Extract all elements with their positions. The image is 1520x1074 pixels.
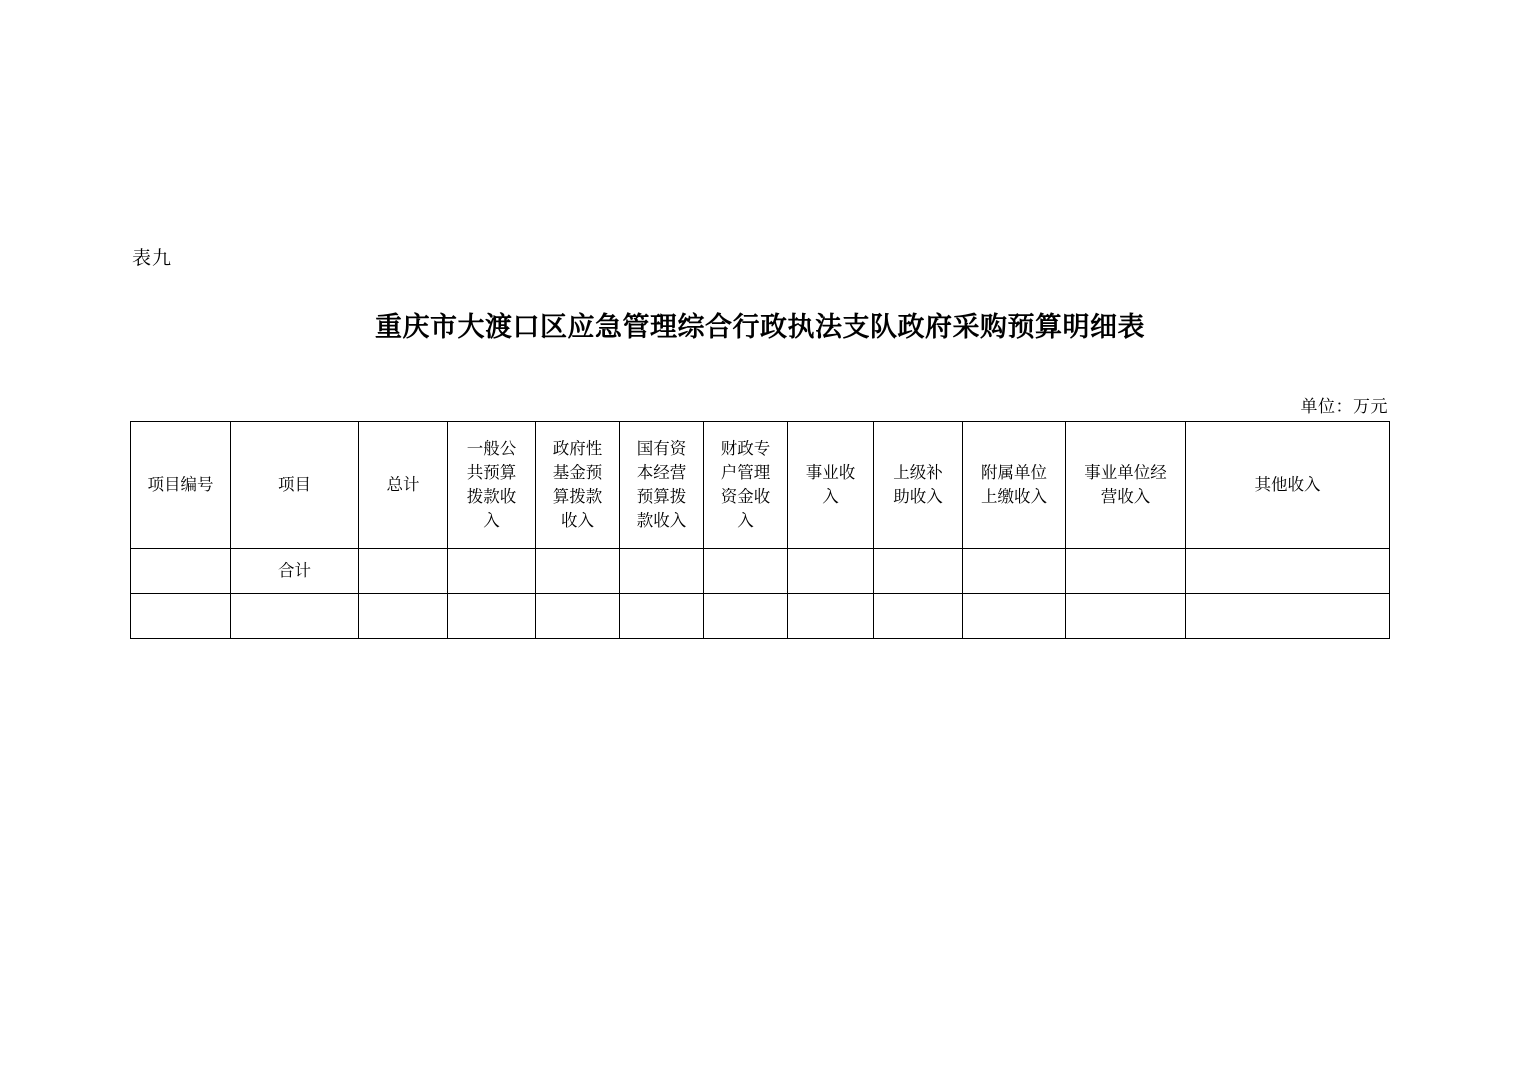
table-label: 表九	[132, 247, 173, 269]
cell-government-fund-budget	[536, 549, 620, 594]
column-header-label: 总计	[386, 475, 420, 495]
table-header-row	[131, 422, 1390, 549]
column-header-superior-subsidy-income	[874, 422, 963, 549]
cell-superior-subsidy-income	[874, 594, 963, 639]
cell-superior-subsidy-income	[874, 549, 963, 594]
column-header-label: 事业单位经营收入	[1084, 463, 1167, 506]
page-title: 重庆市大渡口区应急管理综合行政执法支队政府采购预算明细表	[375, 312, 1145, 343]
cell-project-code	[131, 594, 231, 639]
cell-other-income	[1186, 594, 1390, 639]
cell-general-public-budget	[448, 594, 536, 639]
cell-total	[359, 594, 448, 639]
column-header-project	[231, 422, 359, 549]
cell-subordinate-remittance-income	[963, 594, 1066, 639]
column-header-institution-operating-income	[1066, 422, 1186, 549]
cell-fiscal-account-funds	[704, 594, 788, 639]
column-header-general-public-budget	[448, 422, 536, 549]
table-row	[131, 549, 1390, 594]
cell-general-public-budget	[448, 549, 536, 594]
table-row	[131, 594, 1390, 639]
column-header-label: 一般公共预算拨款收入	[466, 439, 517, 530]
procurement-budget-table	[130, 421, 1390, 639]
cell-business-income	[788, 594, 874, 639]
column-header-other-income	[1186, 422, 1390, 549]
cell-subordinate-remittance-income	[963, 549, 1066, 594]
cell-project	[231, 594, 359, 639]
cell-institution-operating-income	[1066, 594, 1186, 639]
cell-project: 合计	[231, 549, 359, 594]
cell-state-capital-budget	[620, 594, 704, 639]
cell-total	[359, 549, 448, 594]
column-header-fiscal-account-funds	[704, 422, 788, 549]
cell-state-capital-budget	[620, 549, 704, 594]
column-header-total	[359, 422, 448, 549]
cell-other-income	[1186, 549, 1390, 594]
cell-business-income	[788, 549, 874, 594]
column-header-label: 政府性基金预算拨款收入	[552, 439, 603, 530]
unit-note: 单位：万元	[1300, 397, 1388, 417]
cell-government-fund-budget	[536, 594, 620, 639]
column-header-label: 国有资本经营预算拨款收入	[636, 439, 687, 530]
column-header-label: 上级补助收入	[893, 463, 943, 506]
column-header-label: 事业收入	[805, 463, 856, 506]
column-header-label: 财政专户管理资金收入	[720, 439, 771, 530]
cell-institution-operating-income	[1066, 549, 1186, 594]
column-header-subordinate-remittance-income	[963, 422, 1066, 549]
column-header-state-capital-budget	[620, 422, 704, 549]
cell-project-code	[131, 549, 231, 594]
column-header-project-code	[131, 422, 231, 549]
column-header-label: 项目编号	[147, 475, 214, 495]
column-header-label: 其他收入	[1254, 475, 1321, 495]
column-header-business-income	[788, 422, 874, 549]
cell-fiscal-account-funds	[704, 549, 788, 594]
column-header-label: 附属单位上缴收入	[981, 463, 1047, 506]
column-header-label: 项目	[278, 475, 311, 495]
column-header-government-fund-budget	[536, 422, 620, 549]
